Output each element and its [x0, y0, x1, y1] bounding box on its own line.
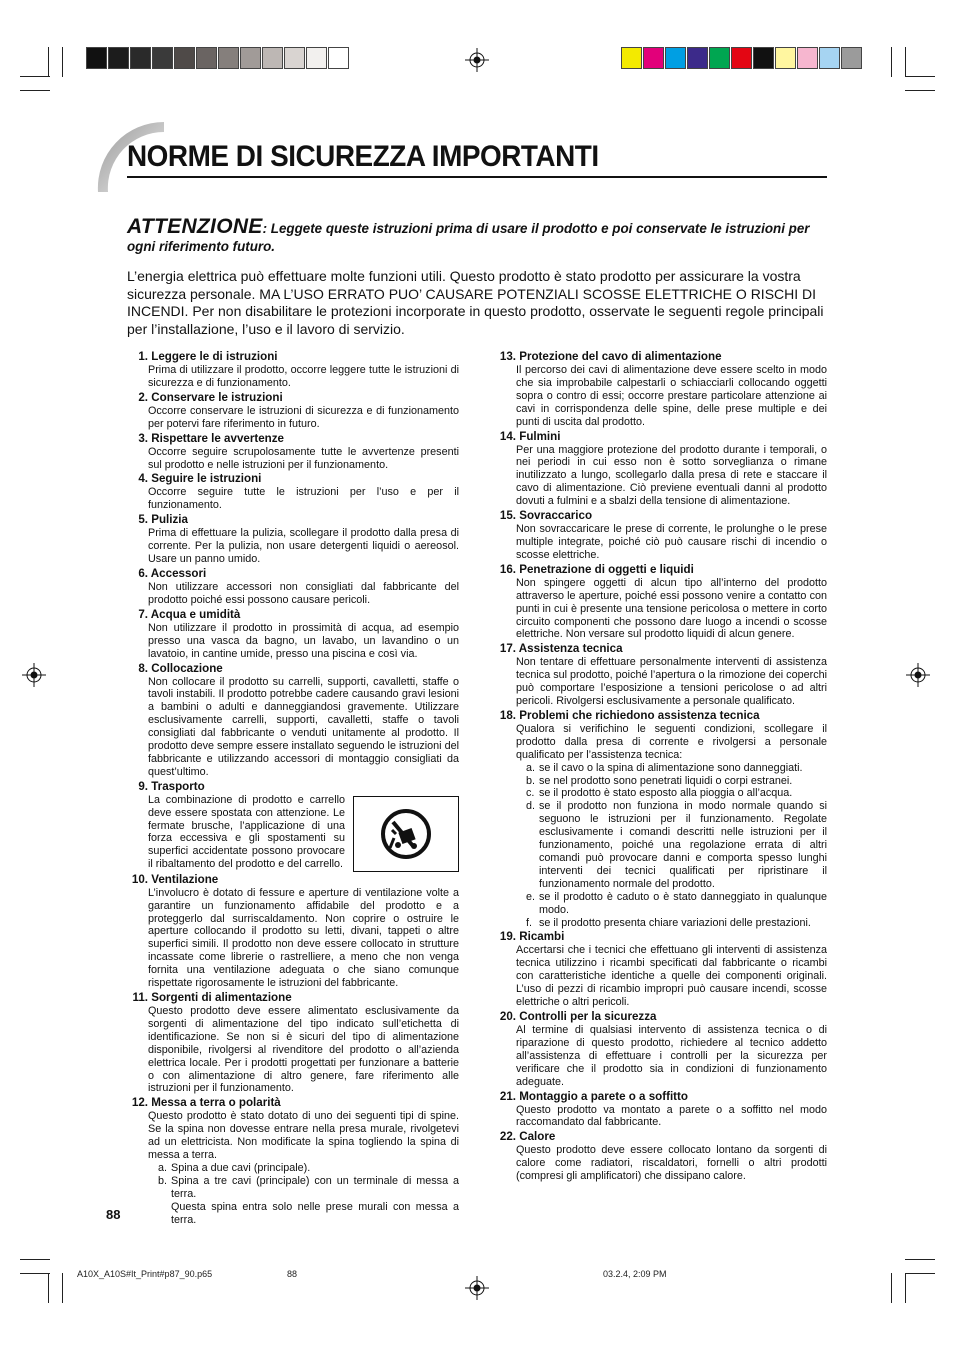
attention-label: ATTENZIONE [127, 215, 263, 238]
item-number: 6. [138, 566, 148, 580]
item-body: Per una maggiore protezione del prodotto durante i temporali, o nei periodi in cui esso non è sotto sorveglianza o rimane inutilizzato a lungo, scollegarlo dalla presa di rete e staccare il cavo di alimentazione. Ciò previene eventuali danni al prodotto dovuti a fulmini e a sbalzi della tensione di alimentazione. [516, 443, 827, 508]
right-column [495, 349, 827, 1183]
item-body: Non tentare di effettuare personalmente interventi di assistenza tecnica sul prodotto, poiché l’apertura o la rimozione dei coperchi può comportare l’esposizione a tensioni pericolose o ad altri pericoli. Rivolgersi esclusivamente a personale qualificato. [516, 656, 827, 708]
color-swatch [731, 47, 752, 69]
color-bar [621, 47, 863, 69]
item-body: Accertarsi che i tecnici che effettuano gli interventi di assistenza tecnica utilizzino i ricambi specificati dal fabbricante o ricambi con caratteristiche identiche a quelle dei componenti originali. L’uso di pezzi di ricambio impropri può causare incendi, scosse elettriche o altri pericoli. [516, 944, 827, 1009]
item-number: 16. [499, 562, 516, 576]
item-title: Pulizia [151, 513, 188, 527]
crop-mark [891, 47, 892, 77]
color-swatch [687, 47, 708, 69]
crop-mark [905, 1273, 935, 1274]
item-title: Montaggio a parete o a soffitto [519, 1089, 688, 1103]
color-swatch [174, 47, 195, 69]
item-body: Occorre seguire scrupolosamente tutte le avvertenze presenti sul prodotto e nelle istruzioni per il funzionamento. [148, 445, 459, 471]
crop-mark [20, 1273, 50, 1274]
crop-mark [20, 76, 50, 77]
item-number: 22. [499, 1130, 516, 1144]
color-swatch [86, 47, 107, 69]
sub-item-text: se il prodotto è stato esposto alla pioggia o all’acqua. [539, 787, 793, 800]
attention-text: : Leggete queste istruzioni prima di usare il prodotto e poi conservate le istruzioni per ogni riferimento futuro. [127, 221, 810, 254]
item-number: 1. [138, 350, 148, 363]
item-body: Non utilizzare accessori non consigliati dal fabbricante del prodotto poiché essi possono causare pericoli. [148, 580, 459, 606]
sub-item [127, 1162, 459, 1175]
left-column [127, 349, 459, 1227]
sub-item-text: Spina a due cavi (principale). [171, 1161, 311, 1174]
sub-item-text: se il cavo o la spina di alimentazione sono danneggiati. [539, 761, 803, 774]
item-heading [495, 1010, 827, 1024]
color-swatch [775, 47, 796, 69]
crop-mark [48, 47, 49, 77]
item-body: Non sovraccaricare le prese di corrente, le prolunghe o le prese multiple integrate, poiché ciò può causare rischi di incendio o scosse elettriche. [516, 523, 827, 561]
item-number: 15. [499, 509, 516, 523]
sub-item-letter: a. [526, 761, 536, 774]
sub-item-letter [158, 1201, 171, 1227]
item-body: Occorre seguire tutte le istruzioni per l’uso e per il funzionamento. [148, 486, 459, 512]
item-heading [495, 350, 827, 364]
item-number: 17. [499, 642, 516, 656]
sub-item [495, 787, 827, 800]
item-title: Ventilazione [151, 872, 219, 886]
item-number: 2. [138, 390, 148, 404]
color-swatch [196, 47, 217, 69]
item-title: Penetrazione di oggetti e liquidi [519, 562, 694, 576]
item-heading [127, 1096, 459, 1110]
item-heading [495, 509, 827, 523]
color-swatch [152, 47, 173, 69]
sub-item-letter: d. [526, 800, 536, 813]
color-swatch [328, 47, 349, 69]
item-body: Questo prodotto va montato a parete o a soffitto nel modo raccomandato dal fabbricante. [516, 1103, 827, 1129]
sub-item-text: se il prodotto presenta chiare variazioni delle prestazioni. [539, 916, 811, 929]
sub-item-letter: a. [158, 1161, 168, 1174]
cart-tipover-icon [380, 808, 432, 860]
crop-mark [48, 1273, 49, 1303]
item-heading [495, 930, 827, 944]
crop-mark [62, 1273, 63, 1303]
sub-item [495, 800, 827, 890]
color-swatch [306, 47, 327, 69]
sub-item-letter: b. [526, 774, 536, 787]
sub-item-letter: e. [526, 890, 536, 903]
item-body: Non collocare il prodotto su carrelli, supporti, cavalletti, staffe o tavoli instabili. Il prodotto potrebbe cadere causando gravi lesioni a bambini o adulti e danneggiandosi gravemente. Utilizzare esclusivamente carrelli, supporti, cavalletti, staffe o tavoli consigliati dal fabbricante o venduti unitamente al prodotto. Il prodotto deve sempre essere installato seguendo le istruzioni del fabbricante e utilizzando accessori di montaggio consigliati da quest’ultimo. [148, 675, 459, 778]
sub-item-letter: f. [526, 916, 532, 929]
item-title: Conservare le istruzioni [151, 390, 283, 404]
item-body: Al termine di qualsiasi intervento di assistenza tecnica o di riparazione di questo prodotto, richiedere al tecnico addetto all’assistenza di effettuare i controlli per la sicurezza per verificare che il prodotto sia in condizioni di funzionamento adeguate. [516, 1023, 827, 1088]
item-body: Prima di effettuare la pulizia, scollegare il prodotto dalla presa di corrente. Per la pulizia, non usare detergenti liquidi o aereosol. Usare un panno umido. [148, 527, 459, 566]
item-number: 4. [138, 472, 148, 486]
item-number: 14. [499, 429, 516, 443]
item-number: 9. [138, 779, 148, 793]
item-number: 12. [131, 1096, 148, 1110]
registration-mark-icon [465, 1276, 489, 1300]
sub-item-text: Spina a tre cavi (principale) con un terminale di messa a terra. [171, 1174, 459, 1200]
color-swatch [262, 47, 283, 69]
color-swatch [665, 47, 686, 69]
item-heading [127, 991, 459, 1005]
title-rule [127, 176, 827, 178]
item-body: Non spingere oggetti di alcun tipo all’interno del prodotto attraverso le aperture, poiché essi possono venire a contatto con punti in cui è presente una tensione pericolosa o mettere in corto circuito componenti che possono dare luogo a incendi o scosse elettriche. Non versare sul prodotto liquidi di alcun genere. [516, 576, 827, 641]
crop-mark [62, 47, 63, 77]
crop-mark [905, 1259, 935, 1260]
sub-item [495, 917, 827, 930]
grayscale-bar [86, 47, 350, 69]
crop-mark [905, 1273, 906, 1303]
color-swatch [284, 47, 305, 69]
sub-item [495, 775, 827, 788]
item-heading [495, 642, 827, 656]
item-heading [495, 1130, 827, 1144]
color-swatch [643, 47, 664, 69]
item-body: Questo prodotto è stato dotato di uno dei seguenti tipi di spine. Se la spina non dovesse entrare nella presa murale, rivolgetevi ad un elettricista. Non modificate la spina togliendo la spina di messa a terra. [148, 1110, 459, 1162]
item-heading [495, 430, 827, 444]
page-title: NORME DI SICUREZZA IMPORTANTI [127, 140, 599, 173]
crop-mark [905, 76, 935, 77]
item-heading [127, 350, 459, 364]
intro-paragraph: L’energia elettrica può effettuare molte funzioni utili. Questo prodotto è stato prodotto per assicurare la vostra sicurezza personale. MA L’USO ERRATO PUO’ CAUSARE POTENZIALI SCOSSE ELETTRICHE O RISCHI DI INCENDI. Per non disabilitare le protezioni incorporate in questo prodotto, osservate le seguenti regole principali per l’installazione, l’uso e il lavoro di servizio. [127, 268, 824, 337]
item-number: 8. [138, 661, 148, 675]
item-title: Accessori [150, 566, 207, 580]
item-heading [127, 472, 459, 486]
item-number: 13. [499, 350, 516, 363]
sub-item-text: Questa spina entra solo nelle prese murali con messa a terra. [171, 1200, 459, 1226]
crop-mark [20, 1259, 50, 1260]
item-body: L’involucro è dotato di fessure e aperture di ventilazione volte a garantire un funzionamento affidabile del prodotto e a proteggerlo dal surriscaldamento. Non coprire o ostruire le aperture collocando il prodotto su letti, divani, tappeti o altre superfici simili. Il prodotto non deve essere collocato in strutture incassate come librerie o rastrelliere, a meno che non venga fornita una ventilazione adeguata o che siano comunque rispettate rigorosamente le istruzioni del fabbricante. [148, 886, 459, 990]
item-body: La combinazione di prodotto e carrello deve essere spostata con attenzione. Le fermate brusche, l’applicazione di una forza eccessiva e gli spostamenti su superfici accidentate possono provocare il ribaltamento del prodotto e del carrello. [148, 793, 345, 871]
sub-item [495, 891, 827, 917]
color-swatch [797, 47, 818, 69]
sub-item [127, 1201, 459, 1227]
color-swatch [240, 47, 261, 69]
item-heading [495, 563, 827, 577]
item-body: Non utilizzare il prodotto in prossimità di acqua, ad esempio presso una vasca da bagno, un lavabo, un lavandino o un lavatoio, in cantine umide, presso una piscina e così via. [148, 621, 459, 660]
item-title: Rispettare le avvertenze [151, 431, 284, 445]
sub-item [495, 762, 827, 775]
crop-mark [891, 1273, 892, 1303]
item-heading [127, 567, 459, 581]
registration-mark-icon [465, 48, 489, 72]
item-body: Questo prodotto deve essere alimentato esclusivamente da sorgenti di alimentazione del tipo indicato sull’etichetta di identificazione. Se non si è sicuri del tipo di alimentazione disponibile, rivolgersi al rivenditore del prodotto o all’azienda elettrica locale. Per i prodotti progettati per funzionare a batterie o con alimentazione di altro genere, fare riferimento alle istruzioni per il funzionamento. [148, 1005, 459, 1095]
item-title: Acqua e umidità [150, 607, 241, 621]
item-title: Messa a terra o polarità [151, 1096, 281, 1110]
sub-item-text: se il prodotto non funziona in modo normale quando si seguono le istruzioni per il funzionamento. Regolate esclusivamente i comandi descritti nelle istruzioni per il funzionamento, poiché una regolazione errata di altri comandi può provocare danni e comporta spesso lunghi interventi dei tecnici qualificati per ripristinare il funzionamento normale del prodotto. [539, 800, 827, 890]
registration-mark-icon [22, 663, 46, 687]
transport-block [127, 794, 459, 872]
item-title: Leggere le di istruzioni [151, 350, 278, 363]
item-title: Problemi che richiedono assistenza tecnica [519, 708, 760, 722]
item-title: Trasporto [151, 779, 205, 793]
color-swatch [819, 47, 840, 69]
crop-mark [905, 90, 935, 91]
sub-item-letter: b. [158, 1174, 168, 1187]
sub-item-text: se nel prodotto sono penetrati liquidi o corpi estranei. [539, 774, 793, 787]
sub-item-text: se il prodotto è caduto o è stato danneggiato in qualunque modo. [539, 890, 827, 916]
footer-page: 88 [287, 1269, 298, 1279]
crop-mark [905, 47, 906, 77]
cart-warning-image [353, 796, 459, 872]
item-title: Assistenza tecnica [518, 642, 623, 656]
item-number: 10. [131, 872, 148, 886]
item-body: Occorre conservare le istruzioni di sicurezza e di funzionamento per potervi fare riferimento in futuro. [148, 404, 459, 430]
registration-mark-icon [906, 663, 930, 687]
item-title: Sovraccarico [519, 509, 593, 523]
footer-file: A10X_A10S#It_Print#p87_90.p65 [77, 1269, 213, 1279]
item-body: Questo prodotto deve essere collocato lontano da sorgenti di calore come radiatori, riscaldatori, fornelli o altri prodotti (compresi gli amplificatori) che dissipano calore. [516, 1144, 827, 1183]
item-body: Prima di utilizzare il prodotto, occorre leggere tutte le istruzioni di sicurezza e di funzionamento. [148, 364, 459, 389]
item-heading [127, 513, 459, 527]
sub-item-letter: c. [526, 787, 535, 800]
page-number: 88 [106, 1207, 121, 1222]
item-title: Collocazione [151, 661, 223, 675]
color-swatch [218, 47, 239, 69]
footer-date: 03.2.4, 2:09 PM [603, 1269, 667, 1279]
color-swatch [709, 47, 730, 69]
sub-item [127, 1175, 459, 1201]
color-swatch [130, 47, 151, 69]
item-number: 21. [499, 1089, 516, 1103]
color-swatch [753, 47, 774, 69]
color-swatch [621, 47, 642, 69]
item-heading [127, 662, 459, 676]
item-title: Fulmini [519, 429, 561, 443]
item-body: Qualora si verifichino le seguenti condizioni, scollegare il prodotto dalla presa di corrente e rivolgersi a personale qualificato per l’assistenza tecnica: [516, 722, 827, 761]
item-heading [495, 709, 827, 723]
item-title: Sorgenti di alimentazione [151, 991, 292, 1004]
item-number: 5. [138, 513, 148, 527]
item-number: 3. [138, 431, 148, 445]
item-number: 7. [138, 607, 148, 621]
item-number: 19. [499, 930, 516, 944]
item-heading [127, 780, 459, 794]
attention-notice [127, 215, 832, 256]
item-heading [127, 608, 459, 622]
item-body: Il percorso dei cavi di alimentazione deve essere scelto in modo che sia improbabile calpestarli o schiacciarli collocando oggetti sopra o contro di essi; occorre prestare particolare attenzione ai cavi in corrispondenza delle spine, delle prese multiple e dei punti di uscita dal prodotto. [516, 364, 827, 428]
item-heading [127, 873, 459, 887]
crop-mark [20, 90, 50, 91]
color-swatch [841, 47, 862, 69]
item-title: Calore [519, 1130, 556, 1144]
item-title: Ricambi [519, 930, 565, 944]
color-swatch [108, 47, 129, 69]
item-number: 18. [499, 708, 516, 722]
item-number: 20. [499, 1009, 516, 1023]
item-heading [127, 391, 459, 405]
item-heading [127, 432, 459, 446]
item-heading [495, 1090, 827, 1104]
item-number: 11. [132, 991, 148, 1004]
item-title: Controlli per la sicurezza [519, 1009, 657, 1023]
item-title: Protezione del cavo di alimentazione [519, 350, 722, 363]
item-title: Seguire le istruzioni [151, 472, 262, 486]
